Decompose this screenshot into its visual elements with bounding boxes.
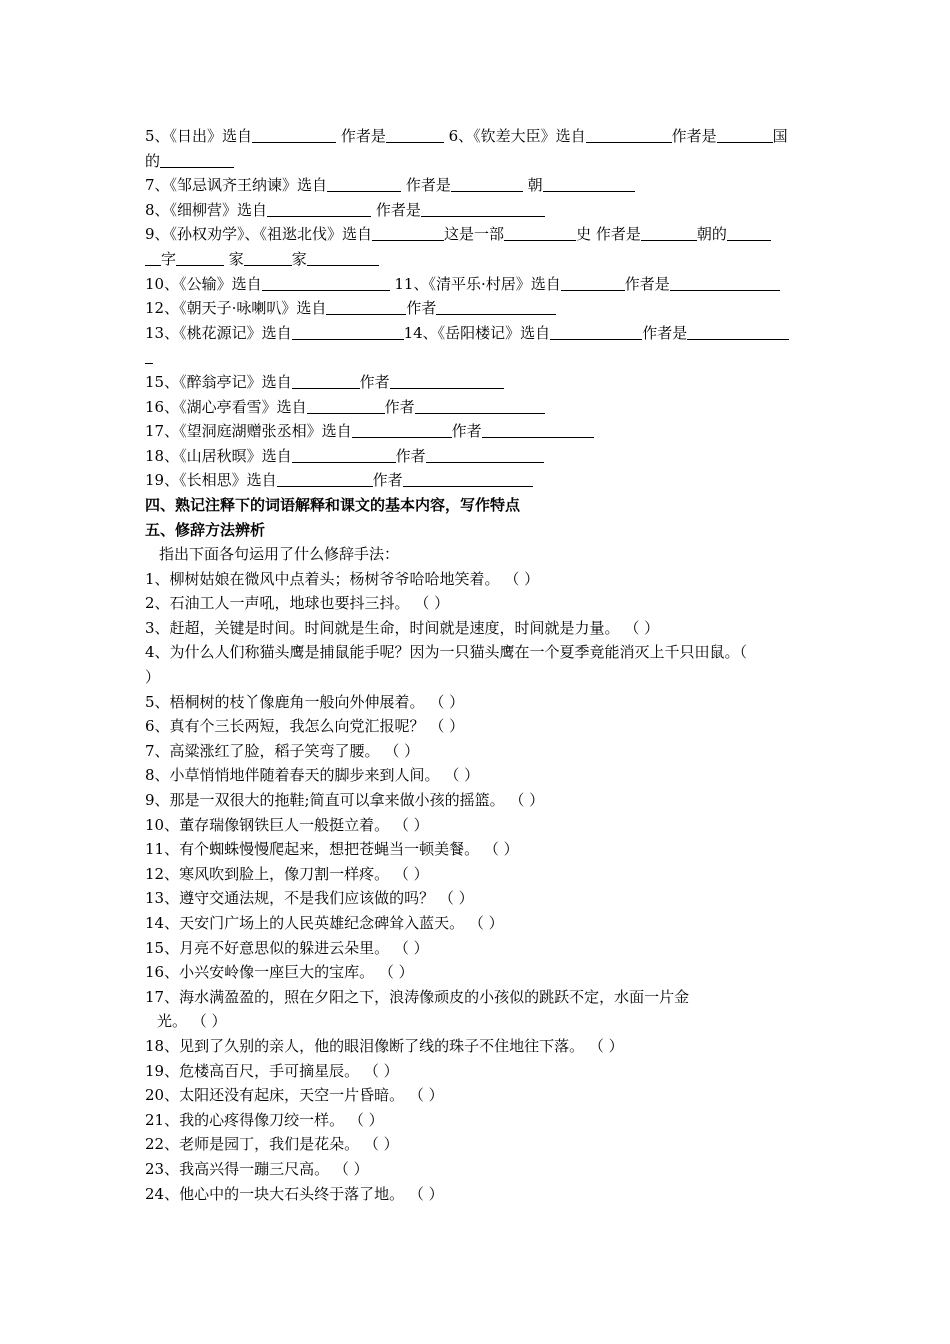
text-line	[145, 1132, 810, 1157]
text-line	[145, 837, 810, 862]
answer-blank[interactable]	[403, 470, 533, 487]
line-text: 8、《细柳营》选自	[145, 200, 268, 219]
text-line	[145, 739, 810, 764]
text-line	[145, 542, 810, 567]
line-text: 9、那是一双很大的拖鞋;简直可以拿来做小孩的摇篮。 （ ）	[145, 791, 545, 810]
text-line	[145, 665, 810, 690]
line-text: 这是一部	[444, 225, 505, 244]
answer-blank[interactable]	[252, 126, 336, 143]
answer-blank[interactable]	[543, 175, 635, 192]
line-text: 作者	[395, 446, 426, 465]
line-text: 11、《清平乐·村居》选自	[389, 274, 561, 293]
line-text: 2、石油工人一声吼，地球也要抖三抖。 （ ）	[145, 594, 450, 613]
line-text: 15、《醉翁亭记》选自	[145, 372, 292, 391]
answer-blank[interactable]	[687, 323, 789, 340]
line-text: 1、柳树姑娘在微风中点着头；杨树爷爷哈哈地笑着。 （ ）	[145, 569, 540, 588]
line-text: 6、真有个三长两短，我怎么向党汇报呢？ （ ）	[145, 717, 465, 736]
line-text: 9、《孙权劝学》、《祖逖北伐》选自	[145, 225, 373, 244]
answer-blank[interactable]	[372, 224, 444, 241]
line-text: 24、他心中的一块大石头终于落了地。 （ ）	[145, 1184, 444, 1203]
line-text: 12、寒风吹到脸上，像刀割一样疼。 （ ）	[145, 864, 429, 883]
line-text: 12、《朝天子·咏喇叭》选自	[145, 299, 327, 318]
answer-blank[interactable]	[145, 347, 153, 364]
answer-blank[interactable]	[145, 249, 161, 266]
text-line	[145, 788, 810, 813]
text-line	[145, 296, 810, 321]
answer-blank[interactable]	[717, 126, 773, 143]
text-line	[145, 493, 810, 518]
line-text: 朝的	[696, 225, 727, 244]
line-text: 作者是	[642, 323, 688, 342]
text-line	[145, 714, 810, 739]
line-text: 19、《长相思》选自	[145, 471, 277, 490]
line-text: 作者	[406, 299, 437, 318]
line-text: 14、天安门广场上的人民英雄纪念碑耸入蓝天。 （ ）	[145, 914, 504, 932]
line-text: 16、小兴安岭像一座巨大的宝库。 （ ）	[145, 963, 414, 982]
line-text: 家	[291, 249, 307, 268]
text-line	[145, 198, 810, 223]
text-line	[145, 1009, 810, 1034]
answer-blank[interactable]	[561, 274, 625, 291]
answer-blank[interactable]	[436, 298, 556, 315]
text-line	[145, 468, 810, 493]
line-text: 6、《钦差大臣》选自	[443, 127, 586, 145]
answer-blank[interactable]	[176, 249, 224, 266]
line-text: 作者是	[336, 127, 386, 145]
text-line	[145, 419, 810, 444]
answer-blank[interactable]	[326, 298, 406, 315]
text-line	[145, 272, 810, 297]
answer-blank[interactable]	[421, 200, 545, 217]
text-line	[145, 985, 810, 1010]
text-line	[145, 444, 810, 469]
answer-blank[interactable]	[586, 126, 672, 143]
text-line	[145, 862, 810, 887]
line-text: 3、赶超，关键是时间。时间就是生命，时间就是速度，时间就是力量。 （ ）	[145, 618, 660, 637]
line-text: 10、《公输》选自	[145, 274, 262, 293]
worksheet-content	[145, 124, 810, 1206]
answer-blank[interactable]	[550, 323, 642, 340]
text-line	[145, 518, 810, 543]
answer-blank[interactable]	[352, 421, 452, 438]
line-text: 作者	[451, 422, 482, 441]
line-text: 21、我的心疼得像刀绞一样。 （ ）	[145, 1110, 384, 1129]
line-text: 五、修辞方法辨析	[145, 520, 266, 539]
text-line	[145, 640, 810, 665]
answer-blank[interactable]	[292, 372, 360, 389]
text-line	[145, 690, 810, 715]
line-text: 5、梧桐树的枝丫像鹿角一般向外伸展着。 （ ）	[145, 692, 465, 711]
answer-blank[interactable]	[277, 470, 373, 487]
line-text: 19、危楼高百尺，手可摘星辰。 （ ）	[145, 1061, 399, 1080]
answer-blank[interactable]	[390, 372, 504, 389]
answer-blank[interactable]	[670, 274, 780, 291]
text-line	[145, 321, 810, 346]
text-line	[145, 124, 810, 149]
line-text: 7、高粱涨红了脸，稻子笑弯了腰。 （ ）	[145, 741, 420, 760]
text-line	[145, 911, 810, 936]
text-line	[145, 1083, 810, 1108]
text-line	[145, 173, 810, 198]
answer-blank[interactable]	[482, 421, 594, 438]
line-text: 18、见到了久别的亲人，他的眼泪像断了线的珠子不住地往下落。 （ ）	[145, 1036, 624, 1055]
answer-blank[interactable]	[292, 323, 404, 340]
answer-blank[interactable]	[327, 175, 401, 192]
text-line	[145, 813, 810, 838]
line-text: 17、《望洞庭湖赠张丞相》选自	[145, 422, 352, 441]
line-text: 13、遵守交通法规，不是我们应该做的吗？ （ ）	[145, 889, 474, 908]
line-text: 四、熟记注释下的词语解释和课文的基本内容，写作特点	[145, 495, 521, 514]
line-text: 史 作者是	[576, 225, 641, 244]
line-text: 作者	[359, 372, 390, 391]
line-text: 朝	[522, 176, 543, 195]
line-text: 作者是	[401, 176, 451, 195]
answer-blank[interactable]	[386, 126, 444, 143]
text-line	[145, 395, 810, 420]
line-text: 家	[224, 249, 244, 268]
answer-blank[interactable]	[292, 446, 396, 463]
text-line	[145, 1034, 810, 1059]
line-text: 的	[145, 151, 161, 170]
line-text: 作者是	[624, 274, 670, 293]
text-line	[145, 616, 810, 641]
text-line	[145, 1108, 810, 1133]
answer-blank[interactable]	[426, 446, 544, 463]
line-text: 22、老师是园丁，我们是花朵。 （ ）	[145, 1135, 399, 1154]
line-text: 17、海水满盈盈的，照在夕阳之下，浪涛像顽皮的小孩似的跳跃不定，水面一片金	[145, 987, 690, 1006]
answer-blank[interactable]	[307, 249, 379, 266]
line-text: 作者是	[671, 127, 717, 145]
text-line	[145, 936, 810, 961]
line-text: 7、《邹忌讽齐王纳谏》选自	[145, 176, 328, 195]
text-line	[145, 960, 810, 985]
text-line	[145, 1059, 810, 1084]
line-text: 10、董存瑞像钢铁巨人一般挺立着。 （ ）	[145, 815, 429, 834]
line-text: 15、月亮不好意思似的躲进云朵里。 （ ）	[145, 938, 429, 957]
line-text: 23、我高兴得一蹦三尺高。 （ ）	[145, 1159, 369, 1178]
line-text: 5、《日出》选自	[145, 127, 253, 145]
line-text: 13、《桃花源记》选自	[145, 323, 292, 342]
line-text: 光。 （ ）	[157, 1012, 227, 1031]
text-line	[145, 247, 810, 272]
line-text: 指出下面各句运用了什么修辞手法：	[159, 545, 400, 564]
text-line	[145, 149, 810, 174]
answer-blank[interactable]	[307, 397, 385, 414]
text-line	[145, 370, 810, 395]
text-line	[145, 345, 810, 370]
text-line	[145, 222, 810, 247]
line-text: 字	[161, 249, 177, 268]
text-line	[145, 1182, 810, 1207]
answer-blank[interactable]	[415, 397, 545, 414]
text-line	[145, 567, 810, 592]
line-text: 16、《湖心亭看雪》选自	[145, 397, 307, 416]
line-text: 国	[772, 127, 788, 145]
line-text: 作者是	[371, 200, 421, 219]
text-line	[145, 591, 810, 616]
text-line	[145, 1157, 810, 1182]
answer-blank[interactable]	[262, 274, 390, 291]
answer-blank[interactable]	[244, 249, 292, 266]
line-text: 20、太阳还没有起床，天空一片昏暗。 （ ）	[145, 1086, 444, 1105]
line-text: 作者	[384, 397, 415, 416]
line-text: 14、《岳阳楼记》选自	[403, 323, 551, 342]
line-text: 4、为什么人们称猫头鹰是捕鼠能手呢？因为一只猫头鹰在一个夏季竟能消灭上千只田鼠。（	[145, 643, 748, 662]
line-text: 8、小草悄悄地伴随着春天的脚步来到人间。 （ ）	[145, 766, 480, 785]
text-line	[145, 886, 810, 911]
line-text: 11、有个蜘蛛慢慢爬起来，想把苍蝇当一顿美餐。 （ ）	[145, 840, 519, 859]
answer-blank[interactable]	[504, 224, 576, 241]
line-text: 作者	[372, 471, 403, 490]
answer-blank[interactable]	[267, 200, 371, 217]
answer-blank[interactable]	[160, 151, 234, 168]
text-line	[145, 763, 810, 788]
answer-blank[interactable]	[727, 224, 771, 241]
line-text: ）	[145, 668, 161, 687]
line-text: 18、《山居秋暝》选自	[145, 446, 292, 465]
answer-blank[interactable]	[641, 224, 697, 241]
answer-blank[interactable]	[451, 175, 523, 192]
